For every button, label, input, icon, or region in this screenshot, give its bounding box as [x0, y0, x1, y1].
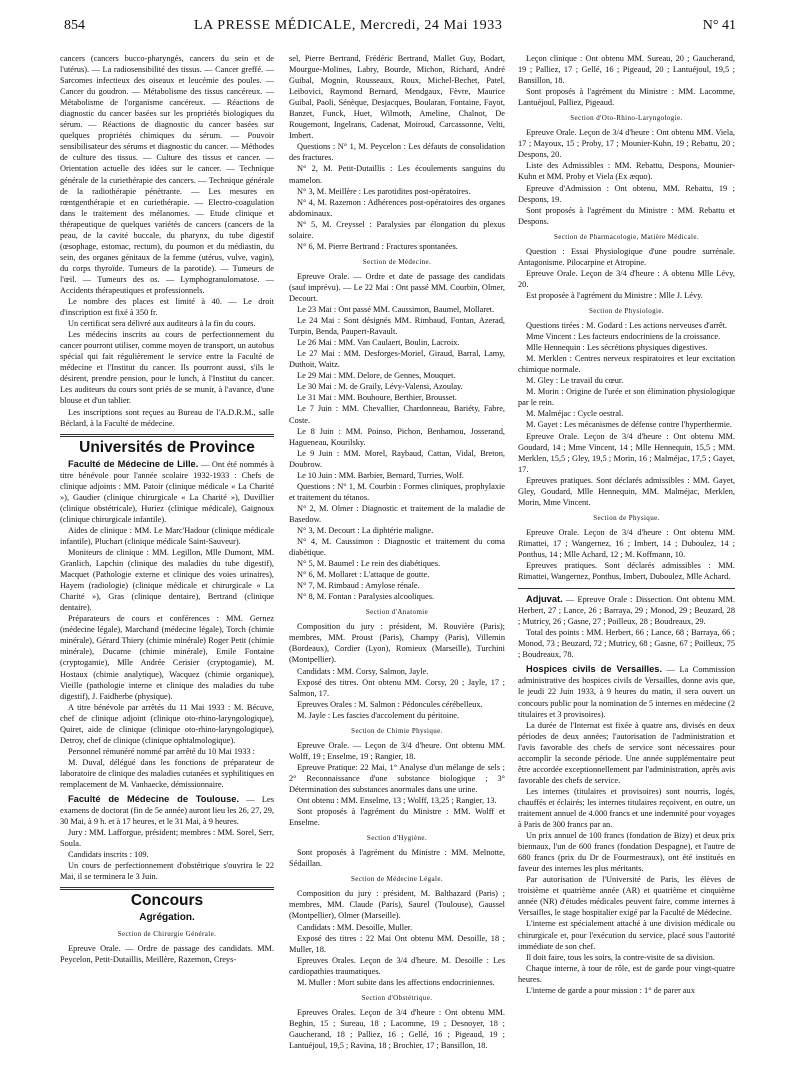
agregation-heading: Agrégation.: [139, 912, 195, 924]
section-heading: Section de Physiologie.: [588, 306, 665, 315]
section-heading: Section de Pharmacologie, Matière Médicale.: [553, 232, 700, 241]
paragraph: Candidats inscrits : 109.: [68, 850, 149, 860]
paragraph: Préparateurs de cours et conférences : MM. Gernez (médecine légale), Marchand (médecine légale), Torch (chimie minérale), Gérard Thiery (chimie minérale) Roger Petit (chimie minérale), Ducarne (chimie minérale), Emile Fontaine (cryptogamie), Mlle Andrée Cerisier (cryptogamie), M. Hostaux (chimie analytique), Wacquez (chimie organique), Vieille (pathologie interne et clinique des maladies du tube digestif), J. Faidherbe (physique).: [60, 614, 274, 701]
paragraph: Epreuve Orale. — Ordre et date de passage des candidats (sauf imprévu). — Le 22 Mai : Ont passé MM. Courbin, Olmer, Decourt.: [289, 271, 505, 303]
divider: [60, 434, 274, 437]
divider: [60, 887, 274, 890]
paragraph: M. Merklen : Centres nerveux respiratoires et leur excitation chimique normale.: [518, 354, 735, 375]
paragraph: Moniteurs de clinique : MM. Legillon, Mlle Dumont, MM. Granlich, Lapchin (clinique des maladies du tube digestif), Macquet (Pathologie externe et clinique des voies urinaires), Hayem (radiologie) (clinique médicale et chirurgicale « La Charité »), Gras (clinique dentaire), Bertrand (clinique dentaire).: [60, 548, 274, 613]
paragraph: Le 9 Juin : MM. Morel, Raybaud, Cattan, Vidal, Breton, Doubrow.: [289, 448, 505, 469]
paragraph: Le 26 Mai : MM. Van Caulaert, Boulin, Lacroix.: [297, 338, 460, 348]
paragraph: Les médecins inscrits au cours de perfectionnement du cancer pourront utiliser, comme moyen de transport, un autobus spécial qui fait régulièrement le service entre la Faculté de médecine et l'Institut du cancer. Ils pourront aussi, s'ils le désirent, prendre pension, pour le lunch, à l'Institut du cancer. Les auditeurs du cours sont priés de se munir, à l'avance, d'une blouse et d'un tablier.: [60, 330, 274, 406]
adjuvat-heading: Adjuvat.: [526, 594, 563, 605]
section-heading: Section d'Oto-Rhino-Laryngologie.: [570, 114, 683, 123]
section-title-universites: Universités de Province: [79, 438, 255, 456]
paragraph: Candidats : MM. Corsy, Salmon, Jayle.: [297, 666, 429, 676]
paragraph: Chaque interne, à tour de rôle, est de garde pour vingt-quatre heures.: [518, 963, 735, 984]
paragraph: Le 27 Mai : MM. Desforges-Moriel, Giraud, Barral, Lamy, Duthoit, Waitz.: [289, 349, 505, 370]
paragraph: sel, Pierre Bertrand, Frédéric Bertrand, Mallet Guy, Bodart, Mourgue-Molines, Labry, Bourde, Michon, Richard, André Guibal, Mognin, Rousseaux, Roux, Michel-Bechet, Patel, Leibovici, Raymond Bernard, Mendgaux, Fèvre, Maurice Guibal, Paoli, Sénèque, Desjacques, Boularan, Fontaine, Fayot, Banzet, Funck, Huet, Wilmoth, Ameline, Chalnot, De Rougemont, Ingelrans, Cadenat, Moiroud, Carcassonne, Velti, Imbert.: [289, 54, 505, 141]
paragraph: Questions : N° 1, M. Peycelon : Les défauts de consolidation des fractures.: [289, 142, 505, 163]
section-heading: Section de Chimie Physique.: [351, 726, 443, 735]
paragraph: Le nombre des places est limité à 40. — Le droit d'inscription est fixé à 350 fr.: [60, 297, 274, 318]
versailles-heading: Hospices civils de Versailles.: [526, 664, 663, 675]
paragraph: Le 31 Mai : MM. Bouhoure, Berthier, Brousset.: [297, 393, 457, 403]
paragraph: N° 5, M. Creyssel : Paralysies par élongation du plexus solaire.: [289, 219, 505, 240]
paragraph: M. Gley : Le travail du cœur.: [526, 376, 624, 386]
paragraph: N° 5, M. Baumel : Le rein des diabétiques.: [297, 559, 441, 569]
paragraph: Questions tirées : M. Godard : Les actions nerveuses d'arrêt.: [526, 321, 728, 331]
paragraph: Jury : MM. Lafforgue, président; membres : MM. Sorel, Serr, Soula.: [60, 828, 274, 849]
toulouse-heading: Faculté de Médecine de Toulouse.: [68, 794, 239, 805]
column-middle: [289, 53, 505, 1073]
paragraph: Candidats : MM. Desoille, Muller.: [297, 922, 413, 932]
paragraph: N° 7, M. Rimbaud : Amylose rénale.: [297, 581, 420, 591]
paragraph: Le 8 Juin : MM. Poinso, Pichon, Benhamou, Josserand, Hagueneau, Kourilsky.: [289, 426, 505, 447]
paragraph: Liste des Admissibles : MM. Rebattu, Despons, Mounier-Kuhn et MM. Proby et Viela (Ex æquo).: [518, 161, 735, 182]
paragraph: Exposé des titres : 22 Mai Ont obtenu MM. Desoille, 18 ; Muller, 18.: [289, 933, 505, 954]
paragraph: L'interne de garde a pour mission : 1° de parer aux: [526, 985, 695, 995]
paragraph: Les internes (titulaires et provisoires) sont nourris, logés, chauffés et éclairés; les internes titulaires reçoivent, en outre, un traitement annuel de 4.000 francs et une indemnité pour voyages à Paris de 300 francs par an.: [518, 786, 735, 830]
paragraph: N° 6, M. Mollaret : L'attaque de goutte.: [297, 570, 430, 580]
paragraph: Un cours de perfectionnement d'obstétrique s'ouvrira le 22 Mai, il se terminera le 3 Juin.: [60, 861, 274, 882]
paragraph: Mme Vincent : Les facteurs endocriniens de la croissance.: [526, 332, 721, 342]
paragraph: N° 4, M. Razemon : Adhérences post-opératoires des organes abdominaux.: [289, 197, 505, 218]
paragraph: Les inscriptions sont reçues au Bureau de l'A.D.R.M., salle Béclard, à la Faculté de médecine.: [60, 407, 274, 428]
paragraph: Sont proposés à l'agrément du Ministre : MM. Lacomme, Lantuéjoul, Palliez, Pigeaud.: [518, 87, 735, 108]
paragraph: Le 30 Mai : M. de Graily, Lévy-Valensi, Azoulay.: [297, 382, 463, 392]
paragraph: Sont proposés à l'agrément du Ministre : MM. Rebattu et Despons.: [518, 205, 735, 226]
paragraph: Epreuves Orales. Leçon de 3/4 d'heure. M. Desoille : Les cardiopathies traumatiques.: [289, 955, 505, 976]
column-right: [518, 53, 735, 1073]
paragraph: Le 23 Mai : Ont passé MM. Caussimon, Baumel, Mollaret.: [297, 305, 495, 315]
paragraph: Le 7 Juin : MM. Chevallier, Chardonneau, Bariéty, Fabre, Coste.: [289, 404, 505, 425]
paragraph: Composition du jury : président, M. Rouvière (Paris); membres, MM. Proust (Paris), Champy (Paris), Villemin (Bordeaux), Cordier (Lyon), Romieux (Marseille), Turchini (Montpellier).: [289, 622, 505, 665]
paragraph: Personnel rémunéré nommé par arrêté du 10 Mai 1933 :: [68, 746, 255, 756]
paragraph: Le 10 Juin : MM. Barbier, Bernard, Turries, Wolf.: [297, 470, 464, 480]
paragraph: Epreuve Orale. Leçon de 3/4 d'heure : A obtenu Mlle Lévy, 20.: [518, 268, 735, 289]
journal-title: LA PRESSE MÉDICALE, Mercredi, 24 Mai 1933: [194, 18, 503, 33]
paragraph: La durée de l'Internat est fixée à quatre ans, divisés en deux périodes de deux années; l'autorisation de l'administration et l'avis favorable des chefs de service sont nécessaires pour accomplir la seconde période. Une année supplémentaire peut être accordée exceptionnellement par l'administration, après avis favorable des chefs de service.: [518, 720, 735, 785]
paragraph: Total des points : MM. Herbert, 66 ; Lance, 68 ; Barraya, 66 ; Monod, 73 ; Beuzard, 72 ; Mutricy, 68 ; Gasne, 67 ; Poilleux, 75 ; Boudreaux, 78.: [518, 628, 735, 660]
lille-heading: Faculté de Médecine de Lille.: [68, 458, 199, 469]
paragraph: M. Malméjac : Cycle oestral.: [526, 409, 624, 419]
paragraph: N° 2, M. Olmer : Diagnostic et traitement de la maladie de Basedow.: [289, 503, 505, 524]
section-heading: Section d'Obstétrique.: [361, 993, 433, 1002]
paragraph: Mlle Hennequin : Les sécrétions physiques digestives.: [526, 343, 708, 353]
paragraph: Aides de clinique : MM. Le Marc'Hadour (clinique médicale infantile), Pluchart (clinique médicale Saint-Sauveur).: [60, 525, 274, 546]
paragraph: M. Gayet : Les mécanismes de défense contre l'hyperthermie.: [526, 420, 732, 430]
paragraph: Leçon clinique : Ont obtenu MM. Sureau, 20 ; Gaucherand, 19 ; Palliez, 17 ; Gellé, 16 ; Pigeaud, 20 ; Lantuéjoul, 19,5 ; Bansillon, 18.: [518, 54, 735, 86]
paragraph: Epreuve Orale. Leçon de 3/4 d'heure : Ont obtenu MM. Rimattei, 17 ; Wangernez, 16 ; Imbert, 14 ; Duboulez, 14 ; Ponthus, 14 ; Mlle Achard, 12 ; M. Koffmann, 10.: [518, 527, 735, 559]
paragraph: N° 4, M. Caussimon : Diagnostic et traitement du coma diabétique.: [289, 537, 505, 558]
paragraph: Epreuve Orale. Leçon de 3/4 d'heure : Ont obtenu MM. Goudard, 14 ; Mme Vincent, 14 ; Mlle Hennequin, 15,5 ; MM. Merklen, 15,5 ; Gley, 19,5 ; Morin, 16 ; Malméjac, 17,5 ; Gayet, 17.: [518, 431, 735, 474]
paragraph: Sont proposés à l'agrément du Ministre : MM. Melnotte, Sédaillan.: [289, 848, 505, 869]
paragraph: Un prix annuel de 100 francs (fondation de Bizy) et deux prix biennaux, l'un de 600 francs (fondation Despagne), et l'autre de 680 francs (prix du Dr de Fourmestraux), ont été institués en faveur des internes les plus méritants.: [518, 831, 735, 874]
column-left: [60, 53, 274, 1073]
page-header: [64, 18, 736, 40]
paragraph: Epreuve Orale. — Leçon de 3/4 d'heure. Ont obtenu MM. Wolff, 19 ; Enselme, 19 ; Rangier, 18.: [289, 740, 505, 761]
paragraph: Epreuves Orales : M. Salmon : Pédoncules cérébelleux.: [297, 699, 483, 709]
paragraph: L'interne est spécialement attaché à une division médicale ou chirurgicale et, pour l'exécution du service, placé sous l'autorité immédiate de son chef.: [518, 919, 735, 951]
section-heading: Section d'Hygiène.: [366, 834, 428, 843]
paragraph: N° 3, M. Meillère : Les parotidites post-opératoires.: [297, 186, 471, 196]
paragraph: Epreuve d'Admission : Ont obtenu, MM. Rebattu, 19 ; Despons, 19.: [518, 183, 735, 204]
paragraph: M. Jayle : Les fascies d'accolement du péritoine.: [297, 710, 460, 720]
paragraph: N° 6, M. Pierre Bertrand : Fractures spontanées.: [297, 241, 458, 251]
section-heading: Section de Chirurgie Générale.: [117, 929, 217, 938]
paragraph: Un certificat sera délivré aux auditeurs à la fin du cours.: [68, 319, 256, 329]
paragraph: N° 8, M. Fontan : Paralysies alcooliques.: [297, 592, 435, 602]
paragraph: Exposé des titres. Ont obtenu MM. Corsy, 20 ; Jayle, 17 ; Salmon, 17.: [289, 677, 505, 698]
paragraph: Epreuves Orales. Leçon de 3/4 d'heure : Ont obtenu MM. Beghin, 15 ; Sureau, 18 ; Lacomme, 19 ; Desnoyer, 18 ; Gaucherand, 18 ; Palliez, 16 ; Gellé, 16 ; Pigeaud, 19 ; Lantuéjoul, 19,5 ; Ravina, 18 ; Brochier, 17 ; Bansillon, 18.: [289, 1007, 505, 1050]
paragraph: Ont obtenu : MM. Enselme, 13 ; Wolff, 13,25 ; Rangier, 13.: [297, 796, 497, 806]
issue-number: N° 41: [702, 18, 736, 33]
toulouse-text: — Les examens de doctorat (fin de 5e année) auront lieu les 26, 27, 29, 30 Mai, à 9 h. et à 17 heures, et le 31 Mai, à 9 heures.: [60, 795, 274, 827]
paragraph: Epreuves pratiques. Sont déclarés admissibles : MM. Rimattei, Wangernez, Ponthus, Imbert, Duboulez, Mlle Achard.: [518, 561, 735, 582]
paragraph: Il doit faire, tous les soirs, la contre-visite de sa division.: [526, 952, 715, 962]
paragraph: cancers (cancers bucco-pharyngés, cancers du sein et de l'utérus). — La radiosensibilité des tissus. — Cancer greffé. — Sarcomes infectieux des oiseaux et leucémie des poules. — Cancer du goudron. — Métabolisme des tissus cancéreux. — Métabolisme de l'organisme cancéreux. — Réactions de diagnostic du cancer basées sur les propriétés biologiques du sérum. — Réactions de diagnostic du cancer basées sur quelques propriétés chimiques du sérum. — Pouvoir sensibilisateur des sérums et diagnostic du cancer. — Méthodes de culture des tissus. — Culture des tissus et cancer. — Orientation actuelle des idées sur le cancer. — Technique générale de la curiethérapie des cancers. — Technique générale de la radiothérapie pénétrante. — Les mesures en rœntgenthérapie et en curiethérapie. — Electro-coagulation dans le traitement des mélanomes. — Etude clinique et thérapeutique de quelques variétés de cancers (cancers de la peau, de la cavité buccale, du pharynx, du tube digestif (œsophage, estomac, rectum), du poumon et du médiastin, du sein, des organes génitaux de la femme (utérus, vulve, vagin), du corps thyroïde. Tumeurs de la parotide). — Tumeurs de l'œil. — Tumeurs des os. — Lymphogranulomatose. — Accidents thérapeutiques et professionnels.: [60, 54, 274, 295]
paragraph: Est proposée à l'agrément du Ministre : Mlle J. Lévy.: [526, 290, 703, 300]
paragraph: Epreuves pratiques. Sont déclarés admissibles : MM. Gayet, Gley, Goudard, Mlle Hennequin, MM. Malméjac, Merklen, Morin, Mme Vincent.: [518, 475, 735, 507]
paragraph: Questions : N° 1, M. Courbin : Formes cliniques, prophylaxie et traitement du tétanos.: [289, 481, 505, 502]
paragraph: Le 29 Mai : MM. Delore, de Gennes, Mouquet.: [297, 371, 456, 381]
paragraph: N° 2, M. Petit-Dutaillis : Les écoulements sanguins du mamelon.: [289, 164, 505, 185]
paragraph: Par autorisation de l'Université de Paris, les élèves de troisième et quatrième année (AR) et quatrième et cinquième année (NR) d'études médicales peuvent faire, comme internes à Versailles, le stage hospitalier exigé par la Faculté de Médecine.: [518, 875, 735, 918]
section-heading: Section de Physique.: [593, 513, 660, 522]
paragraph: N° 3, M. Decourt : La diphtérie maligne.: [297, 525, 434, 535]
divider: [518, 588, 735, 589]
page-number: 854: [64, 18, 85, 33]
lille-text: — Ont été nommés à titre bénévole pour l'année scolaire 1932-1933 : Chefs de clinique adjoints : MM. Patoir (clinique médicale « La Charité »), Gaudier (clinique chirurgicale « La Charité »), Duvillier (clinique obstétricale), Huriez (clinique médicale), Gaignoux (clinique chirurgicale infantile).: [60, 459, 274, 524]
paragraph: Epreuve Orale. Leçon de 3/4 d'heure : Ont obtenu MM. Viela, 17 ; Mayoux, 15 ; Proby, 17 ; Mounier-Kuhn, 19 ; Rebattu, 20 ; Despons, 20.: [518, 128, 735, 160]
paragraph: Question : Essai Physiologique d'une poudre surrénale. Antagonisme. Pilocarpine et Atropine.: [518, 246, 735, 267]
paragraph: A titre bénévole par arrêtés du 11 Mai 1933 : M. Bécuve, chef de clinique adjoint (clinique oto-rhino-laryngologique), Quiret, aide de clinique (clinique oto-rhino-laryngologique), Detroy, chef de clinique (clinique ophtalmologique).: [60, 702, 274, 745]
adjuvat-text: — Epreuve Orale : Dissection. Ont obtenu MM. Herbert, 27 ; Lance, 26 ; Barraya, 29 ; Monod, 29 ; Beuzard, 28 ; Mutricy, 26 ; Gasne, 27 ; Poilleux, 28 ; Boudreaux, 29.: [518, 595, 735, 627]
paragraph: M. Duval, délégué dans les fonctions de préparateur de laboratoire de clinique des maladies cutanées et syphilitiques en remplacement de M. Vanhaecke, démissionnaire.: [60, 757, 274, 789]
paragraph: M. Muller : Mort subite dans les affections endocriniennes.: [297, 977, 495, 987]
paragraph: M. Morin : Origine de l'urée et son élimination physiologique par le rein.: [518, 387, 735, 408]
section-heading: Section de Médecine Légale.: [350, 875, 444, 884]
versailles-text: — La Commission administrative des hospices civils de Versailles, donne avis que, le jeudi 22 Juin 1933, à 9 heures du matin, il sera ouvert un concours public pour la nomination de 5 internes en médecine (2 titulaires et 3 provisoires).: [518, 665, 735, 719]
paragraph: Le 24 Mai : Sont désignés MM. Rimbaud, Fontan, Azerad, Turpin, Benda, Paupert-Ravault.: [289, 316, 505, 337]
paragraph: Epreuve Pratique: 22 Mai, 1° Analyse d'un mélange de sels ; 2° Reconnaissance d'une substance biologique ; 3° Détermination des substances anormales dans une urine.: [289, 762, 505, 794]
paragraph: Sont proposés à l'agrément du Ministre : MM. Wolff et Enselme.: [289, 807, 505, 828]
paragraph: Composition du jury : président, M. Balthazard (Paris) ; membres, MM. Claude (Paris), Saurel (Toulouse), Gaussel (Montpellier), Olmer (Marseille).: [289, 889, 505, 921]
section-heading: Section de Médecine.: [362, 257, 432, 266]
section-heading: Section d'Anatomie: [365, 608, 429, 617]
section-title-concours: Concours: [130, 892, 204, 910]
paragraph: Epreuve Orale. — Ordre de passage des candidats. MM. Peycelon, Petit-Dutaillis, Meillère, Razemon, Creys-: [60, 943, 274, 964]
